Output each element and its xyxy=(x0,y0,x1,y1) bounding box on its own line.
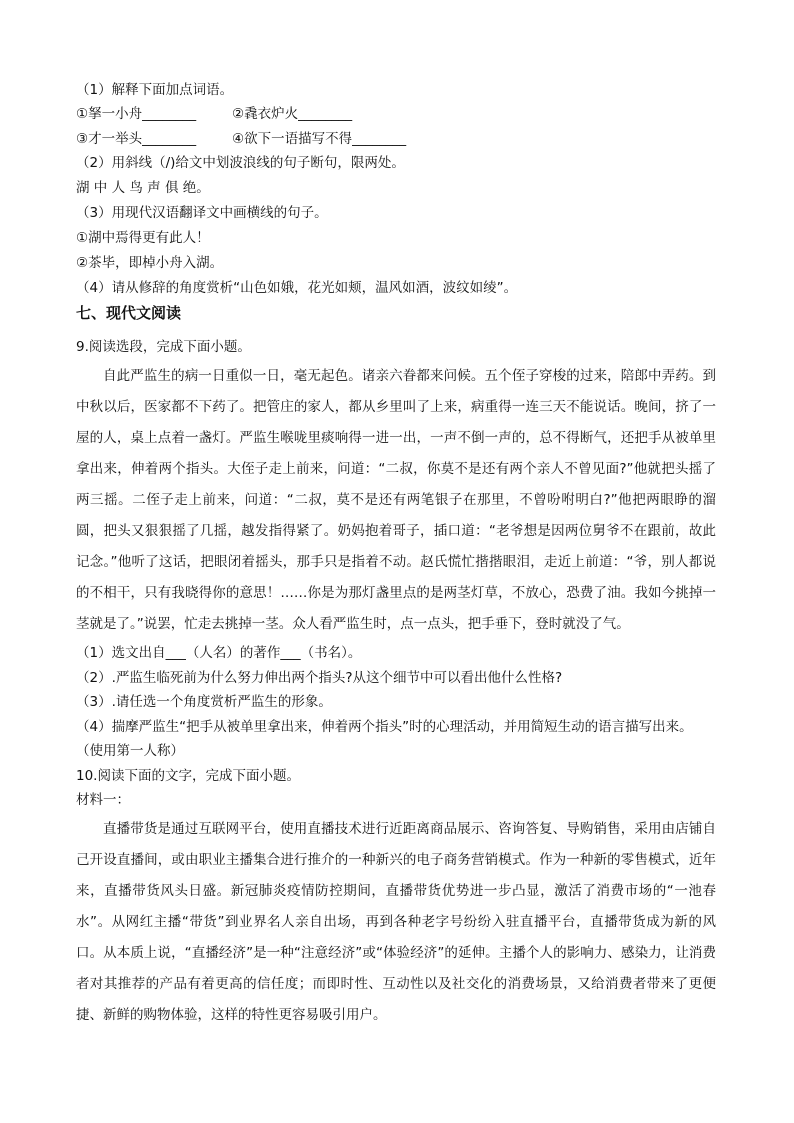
word-row-1 xyxy=(76,105,352,123)
q10-passage: 直播带货是通过互联网平台，使用直播技术进行近距离商品展示、咨询答复、导购销售，采用由店铺自己开设直播间，或由职业主播集合进行推介的一种新兴的电子商务营销模式。作为一种新的零售模式，近年来，直播带货风头日盛。新冠肺炎疫情防控期间，直播带货优势进一步凸显，激活了消费市场的“一池春水”。从网红主播“带货”到业界名人亲自出场，再到各种老字号纷纷入驻直播平台，直播带货成为新的风口。从本质上说，“直播经济”是一种“注意经济”或“体验经济”的延伸。主播个人的影响力、感染力，让消费者对其推荐的产品有着更高的信任度；而即时性、互动性以及社交化的消费场景，又给消费者带来了更便捷、新鲜的购物体验，这样的特性更容易吸引用户。 xyxy=(76,821,716,1023)
section-title: 七、现代文阅读 xyxy=(76,304,182,322)
line-q-part3: （3）用现代汉语翻译文中画横线的句子。 xyxy=(76,205,328,221)
q9-sub-2: （2）.严监生临死前为什么努力伸出两个指头?从这个细节中可以看出他什么性格? xyxy=(76,670,563,686)
q9-sub-4: （4）揣摩严监生“把手从被单里拿出来，伸着两个指头”时的心理活动，并用简短生动的语言描写出来。 xyxy=(76,719,693,735)
word-item-2: ②毳衣炉火________ xyxy=(232,106,353,122)
word-item-3: ③才一举头________ xyxy=(76,131,197,147)
q9-sub-3: （3）.请任选一个角度赏析严监生的形象。 xyxy=(76,694,332,710)
q10-material-label: 材料一： xyxy=(76,792,130,808)
q9-passage: 自此严监生的病一日重似一日，毫无起色。诸亲六眷都来问候。五个侄子穿梭的过来，陪郎中弄药。到中秋以后，医家都不下药了。把管庄的家人，都从乡里叫了上来，病重得一连三天不能说话。晚间，挤了一屋的人，桌上点着一盏灯。严监生喉咙里痰响得一进一出，一声不倒一声的，总不得断气，还把手从被单里拿出来，伸着两个指头。大侄子走上前来，问道：“二叔，你莫不是还有两个亲人不曾见面?”他就把头摇了两三摇。二侄子走上前来，问道：“二叔，莫不是还有两笔银子在那里，不曾吩咐明白?”他把两眼睁的溜圆，把头又狠狠摇了几摇，越发指得紧了。奶妈抱着哥子，插口道：“老爷想是因两位舅爷不在跟前，故此记念。”他听了这话，把眼闭着摇头，那手只是指着不动。赵氏慌忙揩揩眼泪，走近上前道：“爷，别人都说的不相干，只有我晓得你的意思！……你是为那灯盏里点的是两茎灯草，不放心，恐费了油。我如今挑掉一茎就是了。”说罢，忙走去挑掉一茎。众人看严监生时，点一点头，把手垂下，登时就没了气。 xyxy=(76,368,716,632)
q10-intro: 10.阅读下面的文字，完成下面小题。 xyxy=(76,768,300,784)
line-q-part1: （1）解释下面加点词语。 xyxy=(76,82,234,98)
q9-sub-1: （1）选文出自___（人名）的著作___（书名）。 xyxy=(76,645,362,661)
line-trans-1: ①湖中焉得更有此人！ xyxy=(76,230,210,246)
word-item-4: ④欲下一语描写不得________ xyxy=(232,131,407,147)
word-row-2 xyxy=(76,130,406,148)
line-sentence: 湖 中 人 鸟 声 俱 绝。 xyxy=(76,180,210,196)
line-q-part2: （2）用斜线（/)给文中划波浪线的句子断句，限两处。 xyxy=(76,155,405,171)
q9-sub-4-note: （使用第一人称） xyxy=(76,743,184,759)
line-trans-2: ②茶毕，即棹小舟入湖。 xyxy=(76,255,224,271)
word-item-1: ①拏一小舟________ xyxy=(76,106,197,122)
q9-intro: 9.阅读选段，完成下面小题。 xyxy=(76,339,251,355)
line-q-part4: （4）请从修辞的角度赏析“山色如娥，花光如颊，温风如酒，波纹如绫”。 xyxy=(76,280,518,296)
